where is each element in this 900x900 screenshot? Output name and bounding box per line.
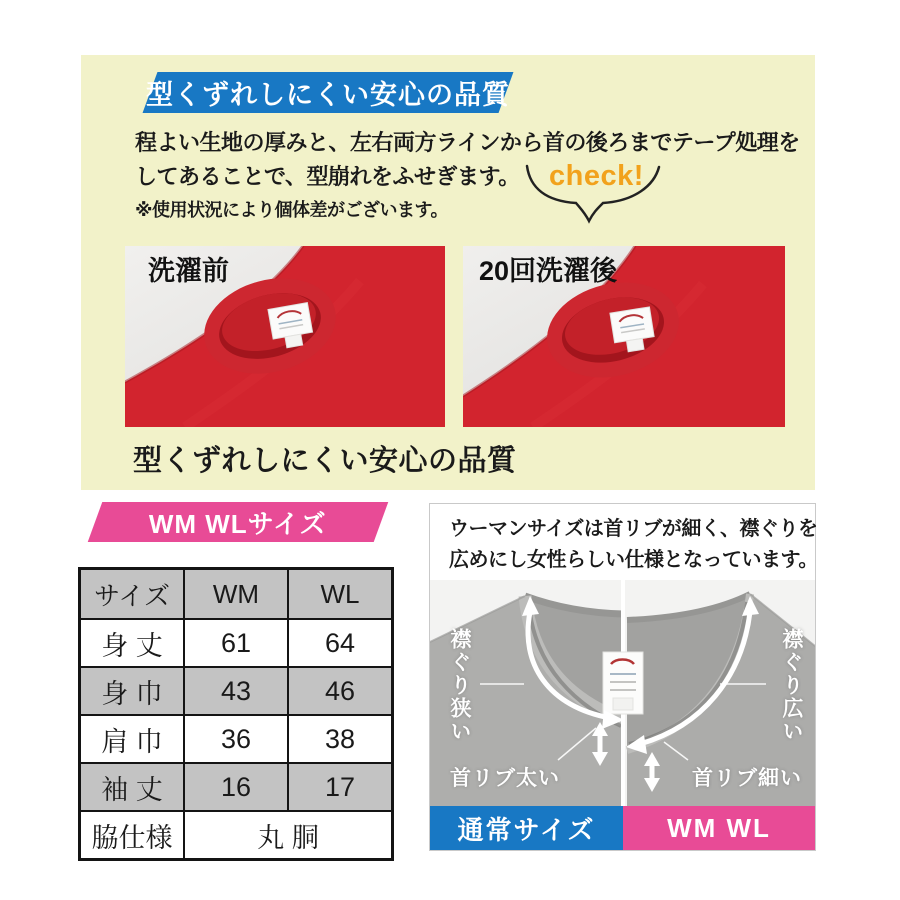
normal-size-banner	[430, 806, 623, 850]
woman-size-box	[429, 503, 816, 851]
quality-panel	[81, 55, 815, 490]
size-table-header-size: サイズ	[80, 569, 185, 620]
size-table	[78, 567, 394, 861]
row-wl-value: 38	[288, 715, 393, 763]
row-label: 肩 巾	[80, 715, 185, 763]
row-wl-value: 64	[288, 619, 393, 667]
rib-thick-label: 首リブ太い	[450, 767, 560, 790]
row-wm-value: 43	[184, 667, 288, 715]
row-label: 身 巾	[80, 667, 185, 715]
table-footer-row	[80, 811, 393, 860]
collar-comparison-photo	[430, 580, 815, 808]
size-table-header-wl: WL	[288, 569, 393, 620]
quality-caption: 型くずれしにくい安心の品質	[133, 445, 517, 477]
woman-size-description-line2: 広めにし女性らしい仕様となっています。	[449, 549, 818, 571]
row-label: 袖 丈	[80, 763, 185, 811]
photo-after-washing	[463, 246, 785, 427]
size-banner	[88, 502, 389, 542]
wm-wl-banner-label: WM WL	[667, 812, 771, 843]
collar-wide-label: 襟ぐり広い	[780, 628, 803, 743]
woman-size-description-line1: ウーマンサイズは首リブが細く、襟ぐりを	[449, 518, 818, 540]
photo-before-washing	[125, 246, 445, 427]
neck-tag	[603, 652, 643, 714]
quality-banner-label: 型くずれしにくい安心の品質	[146, 80, 510, 110]
table-row	[80, 715, 393, 763]
normal-size-banner-label: 通常サイズ	[457, 814, 596, 845]
quality-description	[135, 126, 800, 194]
row-label: 脇仕様	[80, 811, 185, 860]
row-wm-value: 36	[184, 715, 288, 763]
row-wl-value: 17	[288, 763, 393, 811]
quality-description-line1: 程よい生地の厚みと、左右両方ラインから首の後ろまでテープ処理を	[135, 130, 800, 155]
rib-thin-label: 首リブ細い	[692, 767, 802, 790]
collar-narrow-label: 襟ぐり狭い	[448, 628, 471, 743]
size-banner-label: WM WLサイズ	[149, 508, 327, 539]
row-wm-value: 16	[184, 763, 288, 811]
footer-value: 丸 胴	[184, 811, 393, 860]
size-table-header-row	[80, 569, 393, 620]
photo-after-label: 20回洗濯後	[479, 256, 618, 286]
wm-wl-banner	[623, 806, 815, 850]
table-row	[80, 667, 393, 715]
quality-banner	[143, 72, 514, 113]
row-wl-value: 46	[288, 667, 393, 715]
quality-note: ※使用状況により個体差がございます。	[135, 200, 449, 220]
quality-description-line2: してあることで、型崩れをふせぎます。	[135, 164, 520, 189]
size-table-header-wm: WM	[184, 569, 288, 620]
table-row	[80, 763, 393, 811]
table-row	[80, 619, 393, 667]
check-label: check!	[549, 160, 644, 192]
woman-size-description	[449, 514, 818, 576]
row-label: 身 丈	[80, 619, 185, 667]
photo-before-label: 洗濯前	[148, 256, 229, 286]
row-wm-value: 61	[184, 619, 288, 667]
